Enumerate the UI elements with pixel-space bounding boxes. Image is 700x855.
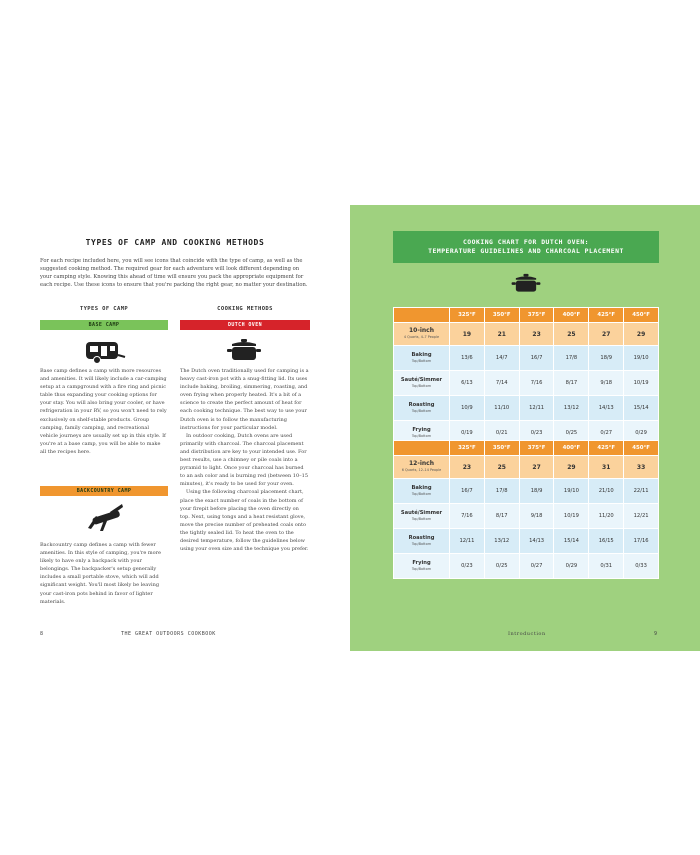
value-cell: 14/7 — [484, 346, 519, 371]
value-cell: 0/25 — [484, 554, 519, 579]
value-cell: 16/7 — [450, 479, 485, 504]
capacity-label: 6 Quarts, 12–14 People — [401, 468, 442, 472]
value-cell: 17/16 — [624, 529, 659, 554]
header-blank-cell — [394, 308, 450, 323]
temp-cell: 425°F — [589, 308, 624, 323]
dutch-oven-paragraph-2: In outdoor cooking, Dutch ovens are used primarily with charcoal. The charcoal placement and distribution are key to your intended use. For best results, use a chimney or pile coals into a pyramid to light. Once your charcoal has burned to an ash color and is burning red (between 10–15 minutes), it's ready to be used for your oven. — [180, 432, 309, 488]
value-cell: 12/11 — [519, 396, 554, 421]
value-cell: 10/9 — [450, 396, 485, 421]
chart-title-line-2: TEMPERATURE GUIDELINES AND CHARCOAL PLACEMENT — [428, 247, 624, 255]
intro-paragraph: For each recipe included here, you will see icons that coincide with the type of camp, as well as the suggested cooking method. The required gear for each adventure will look different depending on your camping style. Knowing this ahead of time will ensure you pack the appropriate equipment for each recipe. Use these icons to ensure that you're packing the right gear, no matter your destination. — [40, 258, 308, 288]
total-cell: 21 — [484, 323, 519, 346]
value-cell: 0/29 — [554, 554, 589, 579]
method-sub: Top/Bottom — [411, 359, 432, 363]
method-sub: Top/Bottom — [411, 434, 432, 438]
temp-cell: 350°F — [484, 441, 519, 456]
chart-table-12-inch — [393, 440, 659, 579]
base-camp-description: Base camp defines a camp with more resources and amenities. It will likely include a car-camping setup at a campground with a fire ring and picnic table thus expanding your cooking options for your stay. You will also bring your cooler, or have refrigeration in your RV, so you won't need to rely exclusively on shelf-stable products. Group camping, family camping, and recreational vehicle journeys are usually set up in this style. If you're at a base camp, you will be able to make all the recipes here. — [40, 368, 167, 455]
value-cell: 0/23 — [450, 554, 485, 579]
value-cell: 6/13 — [450, 371, 485, 396]
size-total-row — [394, 456, 659, 479]
header-blank-cell — [394, 441, 450, 456]
dutch-oven-paragraph-3: Using the following charcoal placement chart, place the exact number of coals in the bottom of your firepit before placing the oven directly on top. Next, using tongs and a heat resistant glove, move the precise number of preheated coals onto the tightly sealed lid. To heat the oven to the desired temperature, follow the guidelines below using your oven size and the technique you prefer. — [180, 489, 309, 553]
value-cell: 0/19 — [450, 421, 485, 446]
value-cell: 18/9 — [589, 346, 624, 371]
value-cell: 7/16 — [519, 371, 554, 396]
table-row — [394, 554, 659, 579]
value-cell: 8/17 — [484, 504, 519, 529]
value-cell: 7/14 — [484, 371, 519, 396]
value-cell: 11/20 — [589, 504, 624, 529]
size-total-row — [394, 323, 659, 346]
value-cell: 0/21 — [484, 421, 519, 446]
size-label-cell — [394, 456, 450, 479]
section-folio: Introduction — [508, 631, 546, 637]
value-cell: 10/19 — [554, 504, 589, 529]
method-sub: Top/Bottom — [411, 542, 432, 546]
page-title: TYPES OF CAMP AND COOKING METHODS — [85, 238, 265, 247]
temp-cell: 375°F — [519, 308, 554, 323]
value-cell: 19/10 — [624, 346, 659, 371]
method-cell — [394, 346, 450, 371]
value-cell: 13/6 — [450, 346, 485, 371]
total-cell: 27 — [519, 456, 554, 479]
value-cell: 18/9 — [519, 479, 554, 504]
dutch-oven-icon — [510, 273, 542, 295]
method-cell — [394, 371, 450, 396]
total-cell: 31 — [589, 456, 624, 479]
temp-cell: 350°F — [484, 308, 519, 323]
value-cell: 19/10 — [554, 479, 589, 504]
method-cell — [394, 479, 450, 504]
temp-cell: 425°F — [589, 441, 624, 456]
value-cell: 22/11 — [624, 479, 659, 504]
method-sub: Top/Bottom — [411, 567, 432, 571]
value-cell: 0/29 — [624, 421, 659, 446]
dutch-oven-paragraph-1: The Dutch oven traditionally used for camping is a heavy cast-iron pot with a snug-fitting lid. Its uses include baking, broiling, simmering, roasting, and oven frying when properly heated. It's a bit of a science to create the perfect amount of heat for each cooking technique. The best way to use your Dutch oven is to follow the manufacturing instructions for your particular model. — [180, 368, 309, 431]
capacity-label: 4 Quarts, 4–7 People — [403, 335, 440, 339]
temp-cell: 450°F — [624, 441, 659, 456]
chart-title-banner — [393, 231, 659, 263]
temp-cell: 450°F — [624, 308, 659, 323]
method-cell — [394, 554, 450, 579]
method-label: Roasting — [408, 534, 435, 541]
total-cell: 25 — [484, 456, 519, 479]
method-label: Frying — [412, 426, 431, 433]
value-cell: 15/14 — [554, 529, 589, 554]
total-cell: 29 — [554, 456, 589, 479]
method-sub: Top/Bottom — [411, 384, 432, 388]
value-cell: 8/17 — [554, 371, 589, 396]
value-cell: 0/27 — [589, 421, 624, 446]
value-cell: 14/13 — [519, 529, 554, 554]
value-cell: 14/13 — [589, 396, 624, 421]
total-cell: 27 — [589, 323, 624, 346]
total-cell: 19 — [450, 323, 485, 346]
table-row — [394, 346, 659, 371]
dutch-oven-description — [180, 367, 310, 553]
method-sub: Top/Bottom — [411, 517, 432, 521]
value-cell: 11/10 — [484, 396, 519, 421]
temperature-header-row — [394, 441, 659, 456]
right-page — [350, 205, 700, 651]
method-label: Baking — [411, 351, 432, 358]
value-cell: 10/19 — [624, 371, 659, 396]
temp-cell: 325°F — [450, 441, 485, 456]
temp-cell: 375°F — [519, 441, 554, 456]
method-label: Sauté/Simmer — [400, 376, 443, 383]
size-label: 12-inch — [409, 459, 434, 467]
value-cell: 21/10 — [589, 479, 624, 504]
table-row — [394, 529, 659, 554]
base-camp-label: BASE CAMP — [40, 320, 168, 330]
total-cell: 23 — [450, 456, 485, 479]
types-of-camp-heading: TYPES OF CAMP — [79, 306, 129, 312]
method-cell — [394, 396, 450, 421]
value-cell: 7/16 — [450, 504, 485, 529]
total-cell: 33 — [624, 456, 659, 479]
backcountry-camp-label: BACKCOUNTRY CAMP — [40, 486, 168, 496]
value-cell: 0/25 — [554, 421, 589, 446]
method-sub: Top/Bottom — [411, 492, 432, 496]
method-sub: Top/Bottom — [411, 409, 432, 413]
value-cell: 12/21 — [624, 504, 659, 529]
value-cell: 16/15 — [589, 529, 624, 554]
temperature-header-row — [394, 308, 659, 323]
method-label: Sauté/Simmer — [400, 509, 443, 516]
value-cell: 12/11 — [450, 529, 485, 554]
camper-trailer-icon — [84, 338, 126, 366]
value-cell: 0/31 — [589, 554, 624, 579]
value-cell: 9/18 — [519, 504, 554, 529]
method-label: Baking — [411, 484, 432, 491]
table-row — [394, 396, 659, 421]
dutch-oven-label: DUTCH OVEN — [180, 320, 310, 330]
total-cell: 29 — [624, 323, 659, 346]
size-label: 10-inch — [409, 326, 434, 334]
value-cell: 17/8 — [484, 479, 519, 504]
value-cell: 17/8 — [554, 346, 589, 371]
chart-table-10-inch — [393, 307, 659, 446]
method-label: Roasting — [408, 401, 435, 408]
page-number-left: 8 — [40, 631, 44, 637]
cooking-methods-heading: COOKING METHODS — [217, 306, 273, 312]
book-title-folio: THE GREAT OUTDOORS COOKBOOK — [121, 631, 216, 637]
value-cell: 16/7 — [519, 346, 554, 371]
size-label-cell — [394, 323, 450, 346]
total-cell: 25 — [554, 323, 589, 346]
table-row — [394, 479, 659, 504]
method-label: Frying — [412, 559, 431, 566]
total-cell: 23 — [519, 323, 554, 346]
value-cell: 15/14 — [624, 396, 659, 421]
value-cell: 13/12 — [554, 396, 589, 421]
method-cell — [394, 504, 450, 529]
dutch-oven-icon — [226, 338, 262, 364]
value-cell: 9/18 — [589, 371, 624, 396]
left-page — [0, 205, 350, 651]
temp-cell: 400°F — [554, 308, 589, 323]
table-row — [394, 371, 659, 396]
multi-tool-icon — [86, 502, 126, 532]
value-cell: 0/27 — [519, 554, 554, 579]
temp-cell: 325°F — [450, 308, 485, 323]
backcountry-description: Backcountry camp defines a camp with fewer amenities. In this style of camping, you're more likely to have only a backpack with your belongings. The backpacker's setup generally includes a small portable stove, which will add significant weight. You'll most likely be leaving your cast-iron pots behind in favor of lighter materials. — [40, 542, 161, 605]
table-row — [394, 504, 659, 529]
page-number-right: 9 — [654, 631, 658, 637]
value-cell: 0/23 — [519, 421, 554, 446]
value-cell: 0/33 — [624, 554, 659, 579]
method-cell — [394, 529, 450, 554]
temp-cell: 400°F — [554, 441, 589, 456]
chart-title-line-1: COOKING CHART FOR DUTCH OVEN: — [462, 238, 590, 246]
value-cell: 13/12 — [484, 529, 519, 554]
